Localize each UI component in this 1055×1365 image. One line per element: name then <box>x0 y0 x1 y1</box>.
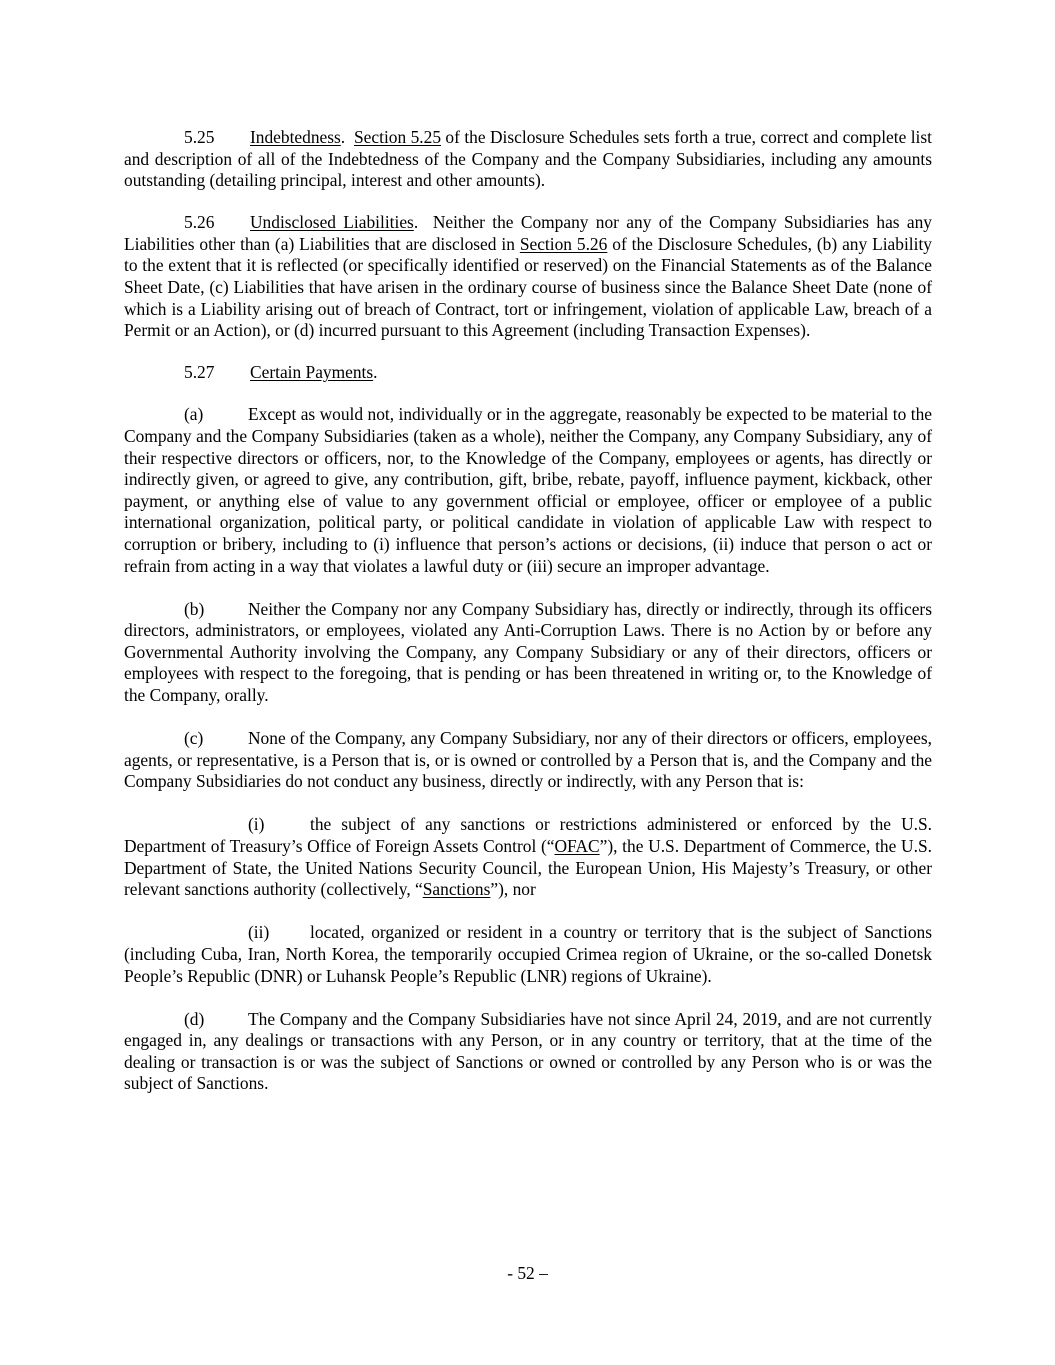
section-number: 5.27 <box>184 362 215 383</box>
section-reference: Section 5.26 <box>519 233 608 254</box>
section-number: 5.26 <box>184 212 215 233</box>
subparagraph-i: (i) the subject of any sanctions or restrictions administered or enforced by the U.S. Department of Treasury’s Office of Foreign Assets Control (“OFAC”), the U.S. Department of Commerce, the U.S. Department of State, the United Nations Security Council, the European Union, His Majesty’s Treasury, or other relevant sanctions authority (collectively, “Sanctions”), nor <box>124 814 932 900</box>
section-5-25: 5.25 Indebtedness. Section 5.25 of the Disclosure Schedules sets forth a true, correct and complete list and description of all of the Indebtedness of the Company and the Company Subsidiaries, including any amounts outstanding (detailing principal, interest and other amounts). <box>124 127 932 191</box>
section-heading: Certain Payments <box>250 362 374 383</box>
subparagraph-label: (i) <box>248 814 265 835</box>
paragraph-label: (c) <box>184 728 204 749</box>
paragraph-text: Except as would not, individually or in the aggregate, reasonably be expected to be material to the Company and the Company Subsidiaries (taken as a whole), neither the Company, any Company Subsidiary, any of their respective directors or officers, nor, to the Knowledge of the Company, employees or agents, has directly or indirectly given, or agreed to give, any contribution, gift, bribe, rebate, payoff, influence payment, kickback, other payment, or anything else of value to any government official or employee, officer or employee of a public international organization, political party, or political candidate in violation of applicable Law with respect to corruption or bribery, including to (i) influence that person’s actions or decisions, (ii) induce that person o act or refrain from acting in a way that violates a lawful duty or (iii) secure an improper advantage. <box>124 404 932 576</box>
document-page <box>124 127 932 1095</box>
section-heading: Indebtedness <box>250 127 341 147</box>
paragraph-b <box>124 599 932 707</box>
paragraph-text: Neither the Company nor any Company Subsidiary has, directly or indirectly, through its officers directors, administrators, or employees, violated any Anti-Corruption Laws. There is no Action by or before any Governmental Authority involving the Company, any Company Subsidiary or any of their directors, officers or employees with respect to the foregoing, that is pending or has been threatened in writing or, to the Knowledge of the Company, orally. <box>124 598 932 706</box>
section-5-26: 5.26 Undisclosed Liabilities. Neither the Company nor any of the Company Subsidiaries has any Liabilities other than (a) Liabilities that are disclosed in Section 5.26 of the Disclosure Schedules, (b) any Liability to the extent that it is reflected (or specifically identified or reserved) on the Financial Statements as of the Balance Sheet Date, (c) Liabilities that have arisen in the ordinary course of business since the Balance Sheet Date (none of which is a Liability arising out of breach of Contract, tort or infringement, violation of applicable Law, breach of a Permit or an Action), or (d) incurred pursuant to this Agreement (including Transaction Expenses). <box>124 212 932 341</box>
paragraph-d <box>124 1009 932 1095</box>
section-body: of the Disclosure Schedules, (b) any Liability to the extent that it is reflected (or specifically identified or reserved) on the Financial Statements as of the Balance Sheet Date, (c) Liabilities that have arisen in the ordinary course of business since the Balance Sheet Date (none of which is a Liability arising out of breach of Contract, tort or infringement, violation of applicable Law, breach of a Permit or an Action), or (d) incurred pursuant to this Agreement (including Transaction Expenses). <box>124 233 932 341</box>
section-body: Neither the Company nor any of the Company Subsidiaries has any Liabilities other than (a) Liabilities that are disclosed in <box>124 212 932 254</box>
paragraph-text: located, organized or resident in a country or territory that is the subject of Sanctions (including Cuba, Iran, North Korea, the temporarily occupied Crimea region of Ukraine, or the so-called Donetsk People’s Republic (DNR) or Luhansk People’s Republic (LNR) regions of Ukraine). <box>124 922 932 986</box>
page-number: - 52 – <box>507 1263 548 1283</box>
paragraph-label: (a) <box>184 404 204 425</box>
section-heading: Undisclosed Liabilities <box>250 212 414 233</box>
paragraph-a <box>124 404 932 577</box>
paragraph-label: (d) <box>184 1008 205 1029</box>
paragraph-c <box>124 728 932 793</box>
defined-term-sanctions: Sanctions <box>422 879 491 900</box>
section-number: 5.25 <box>184 127 215 147</box>
section-5-27: 5.27 Certain Payments. <box>124 362 932 384</box>
section-reference: Section 5.25 <box>354 127 442 147</box>
subparagraph-label: (ii) <box>248 922 270 943</box>
defined-term-ofac: OFAC <box>554 836 600 857</box>
section-body: of the Disclosure Schedules sets forth a true, correct and complete list and description of all of the Indebtedness of the Company and the Company Subsidiaries, including any amounts outstanding (detailing principal, interest and other amounts). <box>124 127 932 191</box>
paragraph-text: None of the Company, any Company Subsidiary, nor any of their directors or officers, employees, agents, or representative, is a Person that is, or is owned or controlled by a Person that is, and the Company and the Company Subsidiaries do not conduct any business, directly or indirectly, with any Person that is: <box>124 728 932 792</box>
subparagraph-ii <box>124 922 932 987</box>
paragraph-text: The Company and the Company Subsidiaries have not since April 24, 2019, and are not currently engaged in, any dealings or transactions with any Person, or in any country or territory, that at the time of the dealing or transaction is or was the subject of Sanctions or owned or controlled by any Person who is or was the subject of Sanctions. <box>124 1008 932 1094</box>
paragraph-label: (b) <box>184 598 205 619</box>
